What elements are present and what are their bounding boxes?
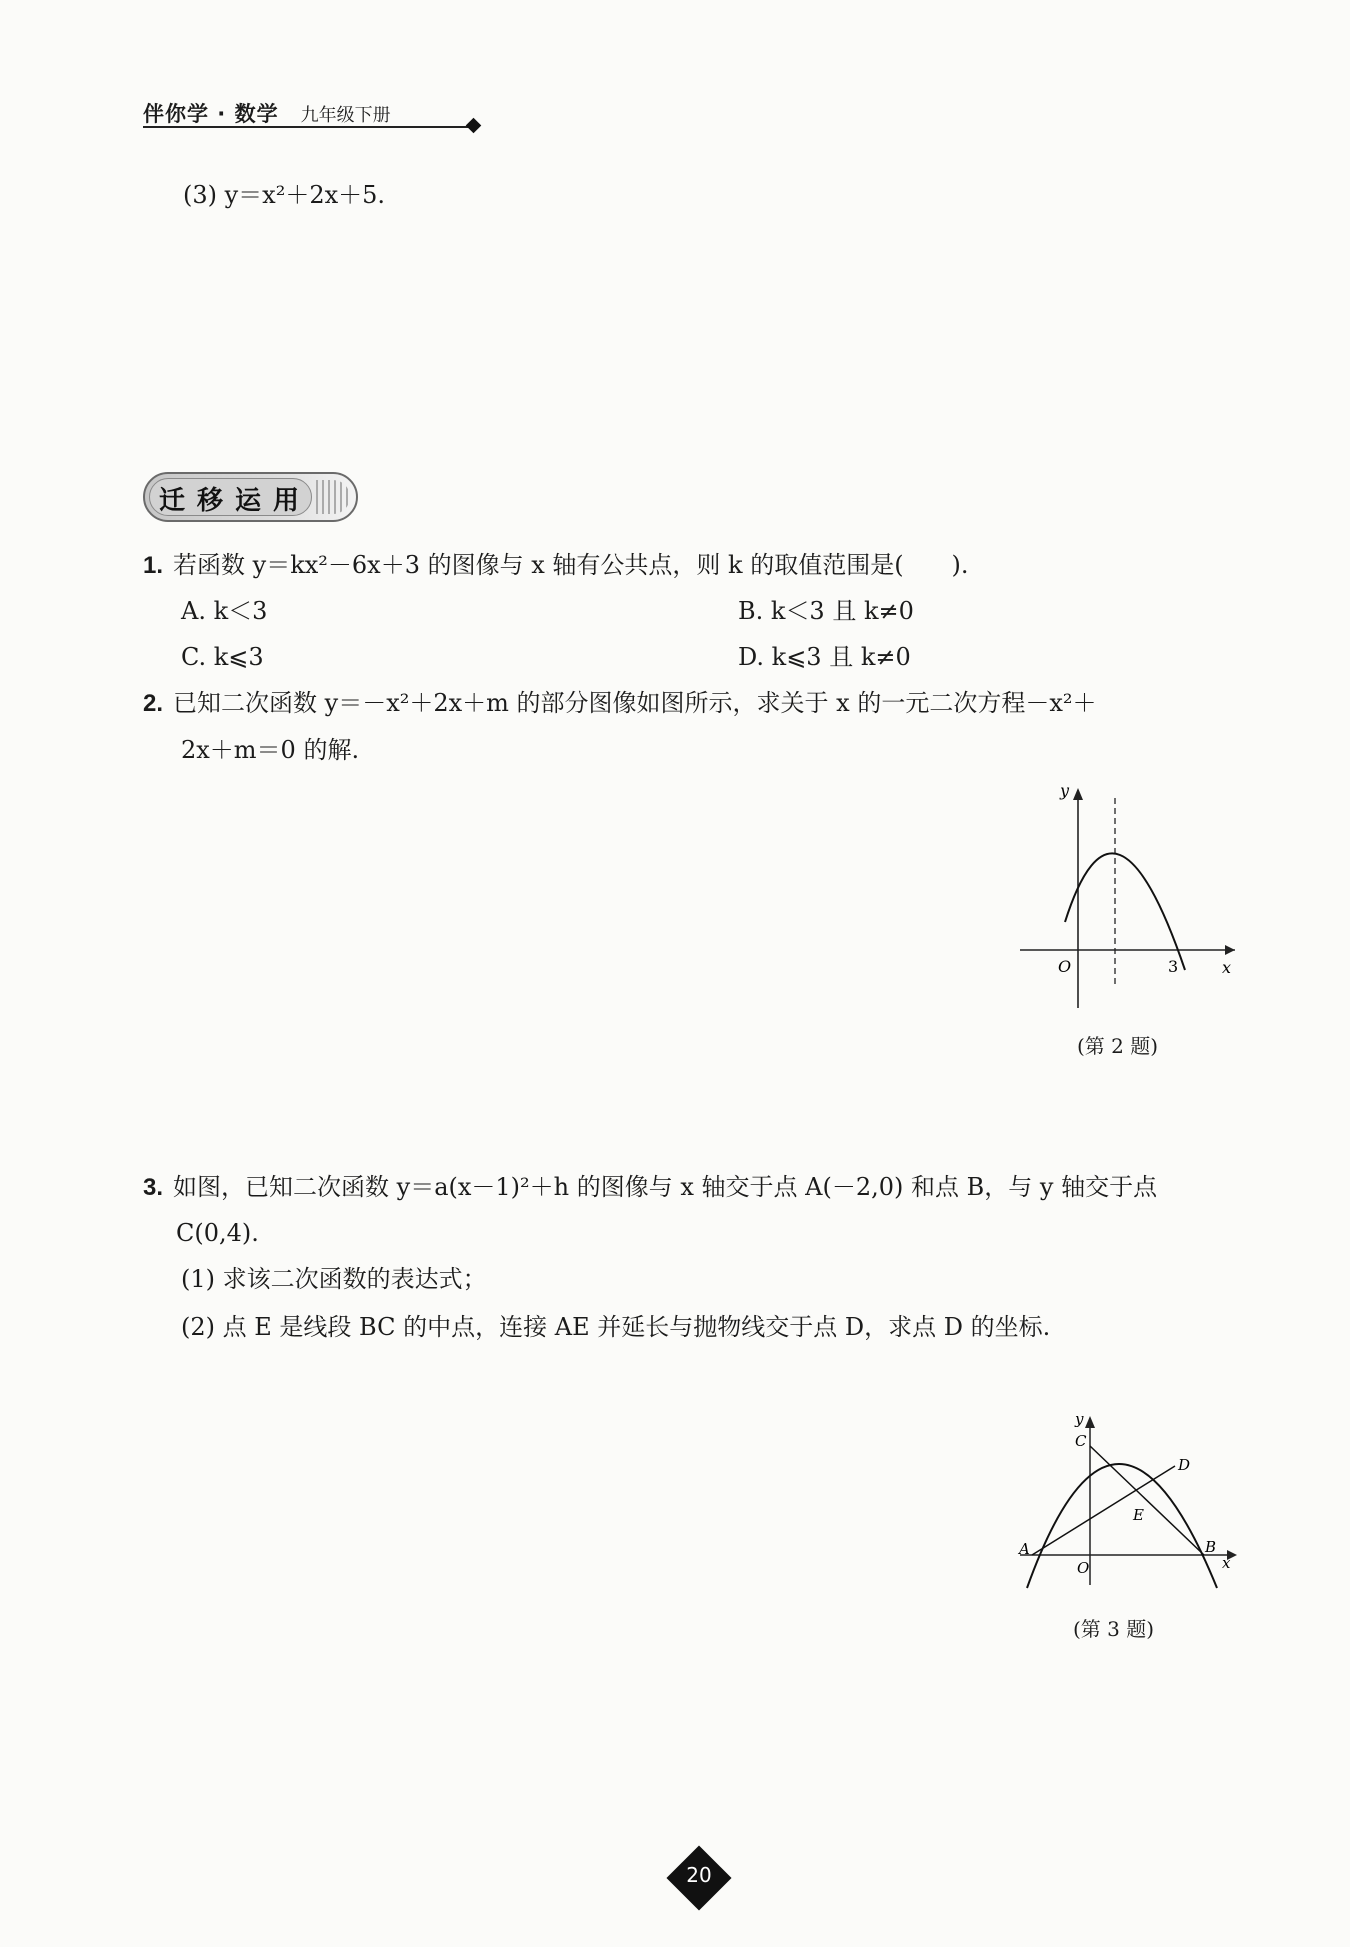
question-3-sub2: (2) 点 E 是线段 BC 的中点，连接 AE 并延长与抛物线交于点 D，求点 D 的坐标. [181,1313,1051,1341]
origin-label: O [1058,957,1072,976]
figure-q3 [1015,1410,1245,1600]
option-b: B. k＜3 且 k≠0 [738,597,914,625]
figure-q2-caption: (第 2 题) [1077,1034,1159,1058]
origin-label: O [1077,1559,1090,1577]
parabola [1065,853,1185,970]
question-number: 2. [143,690,164,717]
question-1 [143,548,969,583]
question-3-line2: C(0,4). [176,1219,259,1247]
page-number: 20 [686,1863,712,1887]
question-2-line1: 已知二次函数 y＝－x²＋2x＋m 的部分图像如图所示，求关于 x 的一元二次方程－x²＋ [173,689,1097,717]
question-number: 3. [143,1174,164,1201]
option-a: A. k＜3 [181,597,268,625]
point-c-label: C [1075,1432,1087,1450]
x-label: x [1222,958,1232,977]
option-c: C. k⩽3 [181,643,264,671]
book-brand: 伴你学 · 数学 [143,102,279,126]
book-grade: 九年级下册 [300,105,391,126]
question-3 [143,1170,1157,1205]
question-2 [143,686,1097,721]
badge-stripes [316,480,350,514]
prev-item-3: (3) y＝x²＋2x＋5. [183,181,386,209]
x-label: x [1222,1554,1231,1572]
question-2-line2: 2x＋m＝0 的解. [181,736,360,764]
figure-q3-caption: (第 3 题) [1073,1617,1155,1641]
y-axis-arrow-icon [1073,788,1083,800]
section-title: 迁移运用 [159,486,312,516]
question-3-sub1: (1) 求该二次函数的表达式； [181,1265,487,1293]
point-d-label: D [1178,1456,1191,1474]
question-number: 1. [143,552,164,579]
point-a-label: A [1019,1540,1030,1558]
question-1-text: 若函数 y＝kx²－6x＋3 的图像与 x 轴有公共点，则 k 的取值范围是( ). [173,551,969,579]
question-3-line1: 如图，已知二次函数 y＝a(x－1)²＋h 的图像与 x 轴交于点 A(－2,0) 和点 B，与 y 轴交于点 [173,1173,1158,1201]
x-axis-arrow-icon [1225,945,1235,955]
y-label: y [1060,781,1070,800]
figure-q2 [1020,780,1245,1020]
segment-ad [1032,1466,1175,1555]
option-d: D. k⩽3 且 k≠0 [738,643,911,671]
section-badge [143,472,358,522]
y-label: y [1075,1410,1084,1428]
y-axis-arrow-icon [1085,1416,1095,1428]
parabola [1027,1464,1217,1588]
header-diamond-icon [466,118,482,134]
point-b-label: B [1205,1538,1217,1556]
point-e-label: E [1133,1506,1144,1524]
x-intercept-label: 3 [1168,957,1179,976]
header-rule [143,126,473,128]
